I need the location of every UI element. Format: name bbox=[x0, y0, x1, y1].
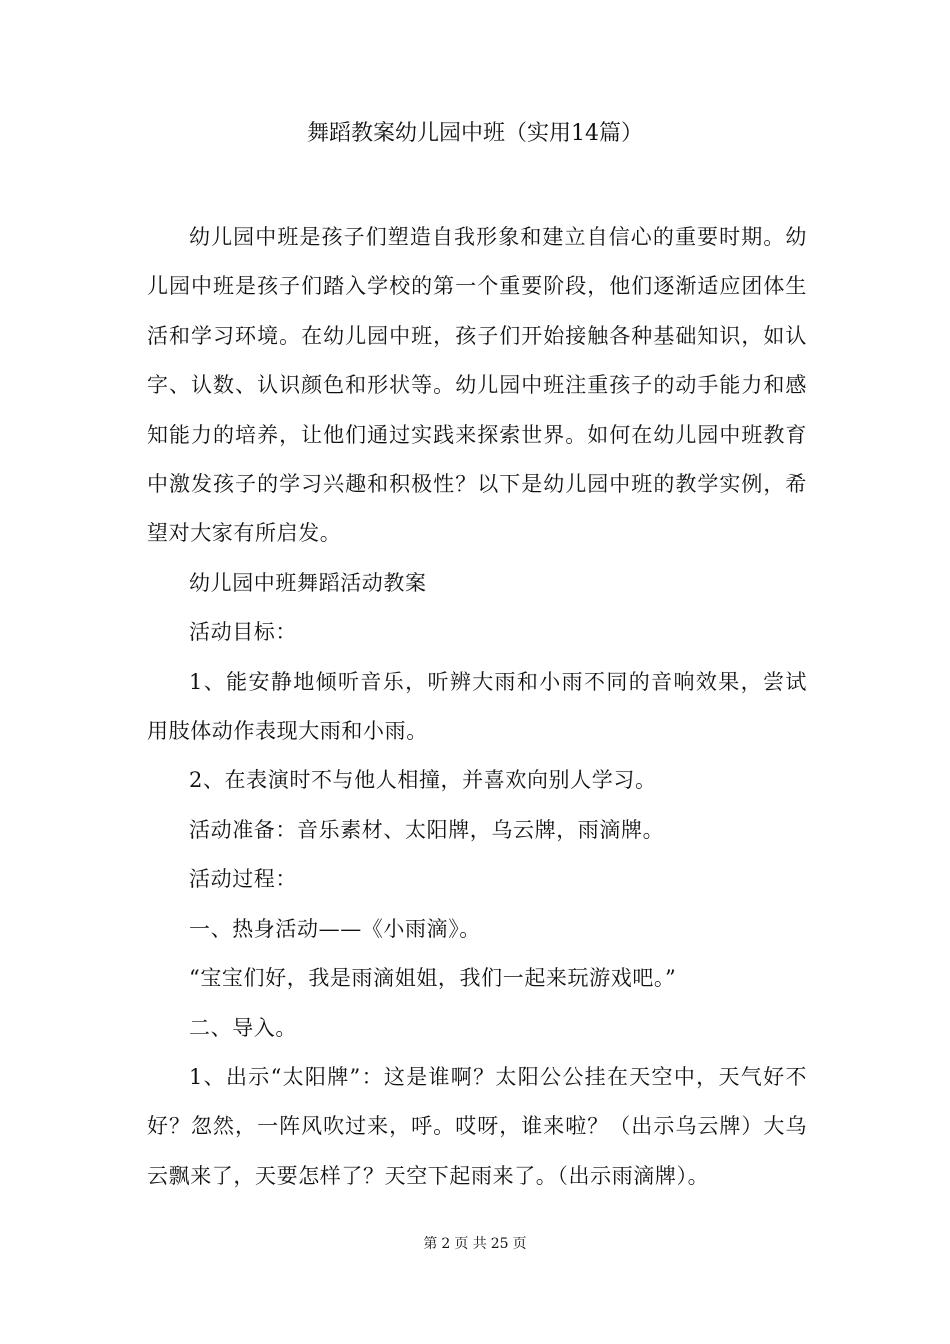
paragraph: 活动准备：音乐素材、太阳牌，乌云牌，雨滴牌。 bbox=[189, 817, 665, 842]
intro-paragraph: 幼儿园中班是孩子们塑造自我形象和建立自信心的重要时期。幼儿园中班是孩子们踏入学校的第一个重要阶段，他们逐渐适应团体生活和学习环境。在幼儿园中班，孩子们开始接触各种基础知识，如认字、认数、认识颜色和形状等。幼儿园中班注重孩子的动手能力和感知能力的培养，让他们通过实践来探索世界。如何在幼儿园中班教育中激发孩子的学习兴趣和积极性？以下是幼儿园中班的教学实例，希望对大家有所启发。 bbox=[147, 225, 807, 546]
footer-mid: 页 共 bbox=[454, 1236, 487, 1252]
paragraph: 活动目标： bbox=[189, 620, 297, 645]
document-title: 舞蹈教案幼儿园中班（实用14篇） bbox=[307, 121, 643, 146]
paragraph: “宝宝们好，我是雨滴姐姐，我们一起来玩游戏吧。” bbox=[189, 966, 677, 991]
paragraph: 二、导入。 bbox=[189, 1015, 297, 1040]
paragraph: 2、在表演时不与他人相撞，并喜欢向别人学习。 bbox=[189, 768, 657, 793]
footer-total-pages: 25 bbox=[490, 1236, 509, 1252]
footer-page-number: 2 bbox=[441, 1236, 451, 1252]
paragraph: 活动过程： bbox=[189, 867, 297, 892]
footer-suffix: 页 bbox=[512, 1236, 527, 1252]
section-heading: 幼儿园中班舞蹈活动教案 bbox=[189, 570, 427, 595]
paragraph: 一、热身活动——《小雨滴》。 bbox=[189, 916, 481, 941]
paragraph: 1、出示“太阳牌”：这是谁啊？太阳公公挂在天空中，天气好不好？忽然，一阵风吹过来，呼。哎呀，谁来啦？（出示乌云牌）大乌云飘来了，天要怎样了？天空下起雨来了。（出示雨滴牌）。 bbox=[147, 1064, 807, 1188]
page-footer bbox=[0, 1234, 950, 1254]
footer-prefix: 第 bbox=[423, 1236, 438, 1252]
paragraph: 1、能安静地倾听音乐，听辨大雨和小雨不同的音响效果，尝试用肢体动作表现大雨和小雨。 bbox=[147, 669, 807, 744]
document-body bbox=[147, 213, 807, 1201]
